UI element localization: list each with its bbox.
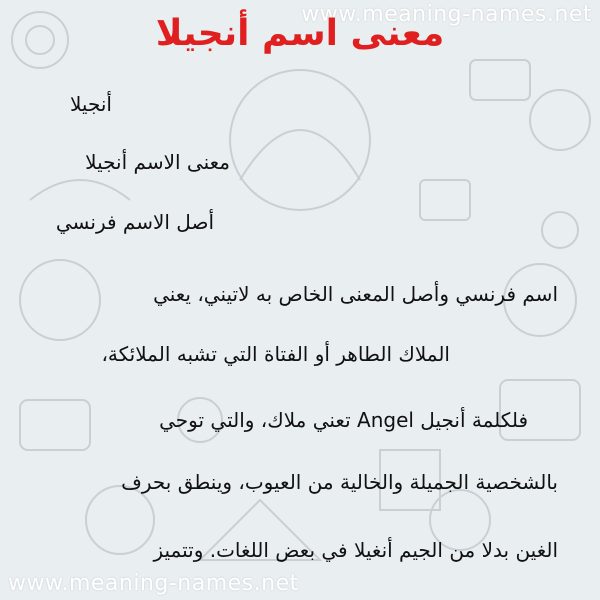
site-watermark-top: www.meaning-names.net xyxy=(301,2,592,27)
text-line-3: أصل الاسم فرنسي xyxy=(55,210,214,234)
page-title: معنى اسم أنجيلا xyxy=(155,13,445,54)
text-line-8: الغين بدلا من الجيم أنغيلا في بعض اللغات. وتتميز xyxy=(153,538,558,562)
text-line-4: اسم فرنسي وأصل المعنى الخاص به لاتيني، يعني xyxy=(153,282,558,306)
text-line-1: أنجيلا xyxy=(69,92,112,116)
text-line-5: الملاك الطاهر أو الفتاة التي تشبه الملائكة، xyxy=(101,342,450,366)
text-line-6: فلكلمة أنجيل Angel تعني ملاك، والتي توحي xyxy=(159,408,528,432)
text-line-7: بالشخصية الجميلة والخالية من العيوب، وينطق بحرف xyxy=(121,470,558,494)
text-line-2: معنى الاسم أنجيلا xyxy=(85,150,230,174)
site-watermark-bottom: www.meaning-names.net xyxy=(8,571,299,596)
